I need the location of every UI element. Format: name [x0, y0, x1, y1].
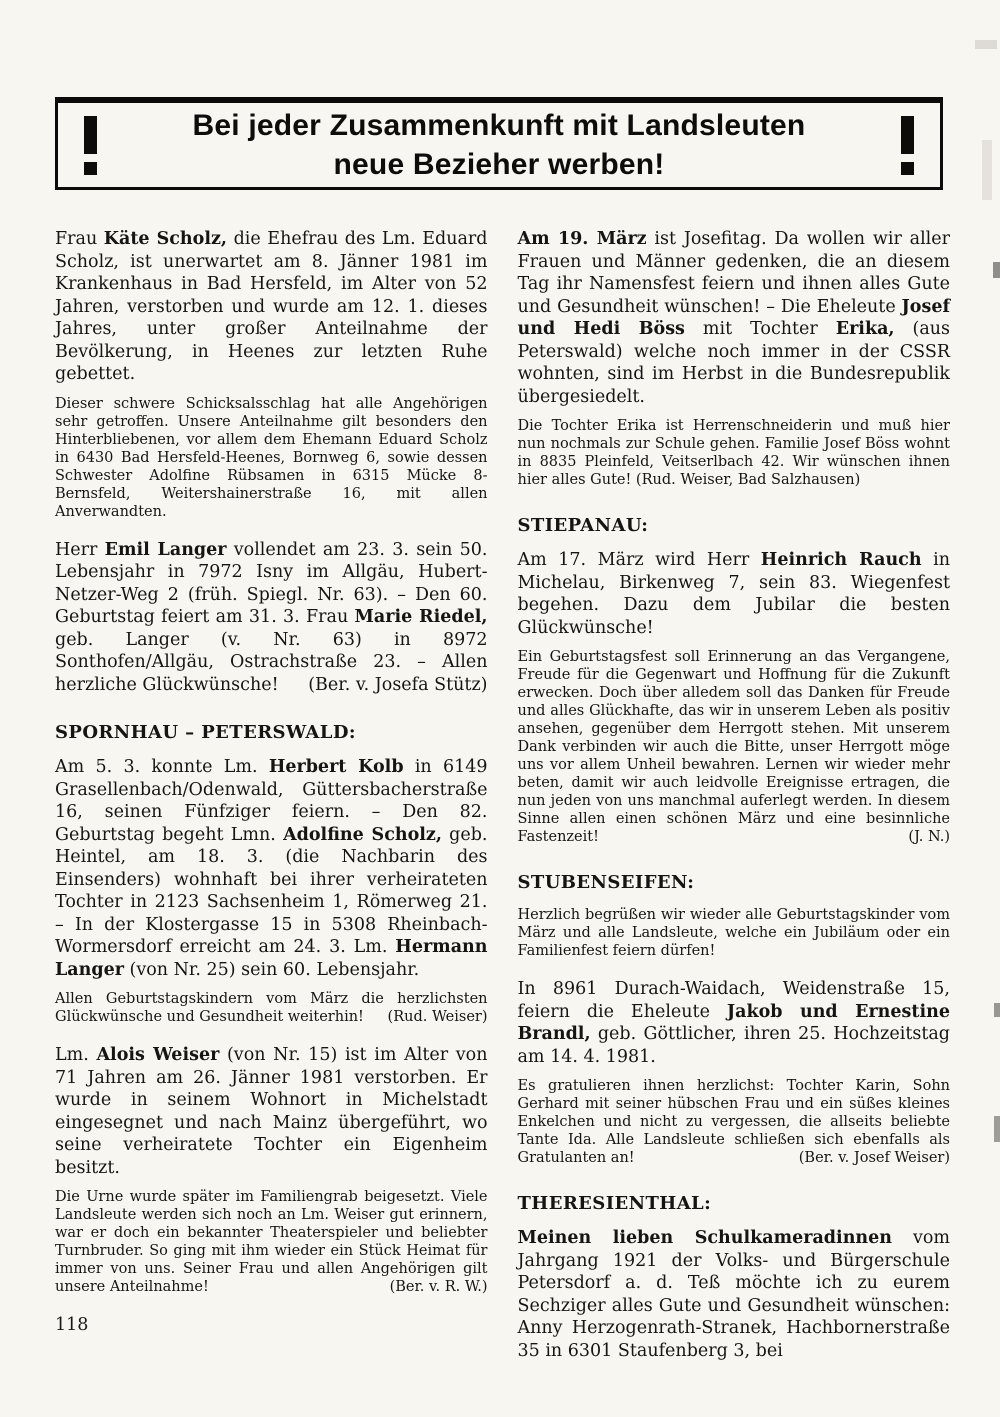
paragraph: Am 19. März ist Josefitag. Da wollen wir aller Frauen und Männer gedenken, die an diesem Tag ihr Namensfest feiern und ihnen alles Gute und Gesundheit wünschen! – Die Eheleute Josef und Hedi Böss mit Tochter Erika, (aus Peterswald) welche noch immer in der CSSR wohnten, sind im Herbst in die Bundesrepublik übergesiedelt. [517, 229, 951, 407]
paragraph-small: Es gratulieren ihnen herzlichst: Tochter Karin, Sohn Gerhard mit seiner hübschen Frau und ein süßes kleines Enkelchen und nicht zu vergessen, die allseits beliebte Tante Ida. Alle Landsleute schließen sich ebenfalls als Gratulanten an! (Ber. v. Josef Weiser) [517, 1078, 950, 1166]
section-heading: SPORNHAU – PETERSWALD: [55, 722, 356, 743]
paragraph-small: Die Urne wurde später im Familiengrab beigesetzt. Viele Landsleute werden sich noch an Lm. Weiser gut erinnern, war er doch ein bekannter Theaterspieler und beliebter Turnbruder. So ging mit ihm wieder ein Stück Heimat für immer von uns. Seiner Frau und allen Angehörigen gilt unsere Anteilnahme! (Ber. v. R. W.) [55, 1189, 488, 1295]
right-column [518, 228, 951, 1371]
banner-line1: Bei jeder Zusammenkunft mit Landsleuten [192, 109, 806, 142]
attribution: (J. N.) [908, 829, 950, 845]
section-heading: STIEPANAU: [517, 515, 649, 536]
paragraph-small: Dieser schwere Schicksalsschlag hat alle Angehörigen sehr getroffen. Unsere Anteilnahme gilt besonders den Hinterbliebenen, vor allem dem Ehemann Eduard Scholz in 6430 Bad Hersfeld-Heenes, Bornweg 6, sowie dessen Schwester Adolfine Rübsamen in 6315 Mücke 8-Bernsfeld, Weitershainerstraße 16, mit allen Anverwandten. [55, 395, 488, 520]
paragraph-small: Allen Geburtstagskindern vom März die herzlichsten Glückwünsche und Gesundheit weiterhin! (Rud. Weiser) [55, 991, 488, 1025]
exclamation-bar [84, 116, 97, 154]
attribution: (Ber. v. Josefa Stütz) [308, 674, 488, 695]
banner-line2: neue Bezieher werben! [333, 148, 665, 181]
attribution: (Rud. Weiser) [387, 1009, 488, 1025]
banner-text [123, 106, 875, 184]
section-heading: THERESIENTHAL: [517, 1193, 712, 1214]
exclamation-right-icon [901, 116, 914, 175]
paragraph: Frau Käte Scholz, die Ehefrau des Lm. Eduard Scholz, ist unerwartet am 8. Jänner 1981 im Krankenhaus in Bad Hersfeld, im Alter von 52 Jahren, verstorben und wurde am 12. 1. dieses Jahres, unter großer Anteilnahme der Bevölkerung, in Heenes zur letzten Ruhe gebettet. [55, 229, 488, 384]
left-column [55, 228, 488, 1371]
paragraph: Meinen lieben Schulkameradinnen vom Jahrgang 1921 der Volks- und Bürgerschule Petersdorf a. d. Teß möchte ich zu eurem Sechziger alles Gute und Gesundheit wünschen: Anny Herzogenrath-Stranek, Hachbornerstraße 35 in 6301 Staufenberg 3, bei [517, 1228, 950, 1361]
paragraph: Am 17. März wird Herr Heinrich Rauch in Michelau, Birkenweg 7, sein 83. Wiegenfest begehen. Dazu dem Jubilar die besten Glückwünsche! [517, 550, 950, 638]
section-heading: STUBENSEIFEN: [517, 872, 695, 893]
scan-artifact [982, 140, 992, 200]
paragraph-small: Die Tochter Erika ist Herrenschneiderin und muß hier nun nochmals zur Schule gehen. Familie Josef Böss wohnt in 8835 Pleinfeld, Veitserlbach 42. Wir wünschen ihnen hier alles Gute! (Rud. Weiser, Bad Salzhausen) [517, 418, 950, 488]
attribution: (Ber. v. R. W.) [389, 1279, 488, 1295]
scan-artifact [993, 262, 1000, 278]
page-number: 118 [55, 1315, 89, 1335]
article-content [55, 228, 950, 1371]
paragraph-small: Ein Geburtstagsfest soll Erinnerung an das Vergangene, Freude für die Gegenwart und Hoffnung für die Zukunft erwecken. Doch über alledem soll das Danken für Freude und alles Glückhafte, das wir in unserem Leben als positiv ansehen, gegenüber dem Herrgott stehen. Mit unserem Dank verbinden wir auch die Bitte, unser Herrgott möge uns vor allem Unheil bewahren. Lernen wir wieder mehr beten, damit wir auch leidvolle Ereignisse ertragen, die nun jeden von uns manchmal auferlegt werden. In diesem Sinne allen einen schönen März und eine besinnliche Fastenzeit! (J. N.) [517, 649, 950, 845]
banner [55, 97, 943, 190]
paragraph: Am 5. 3. konnte Lm. Herbert Kolb in 6149 Grasellenbach/Odenwald, Güttersbacherstraße 16, seinen Fünfziger feiern. – Den 82. Geburtstag begeht Lmn. Adolfine Scholz, geb. Heintel, am 18. 3. (die Nachbarin des Einsenders) wohnhaft bei ihrer verheirateten Tochter in 2123 Sachsenheim 1, Römerweg 21. – In der Klostergasse 15 in 5308 Rheinbach-Wormersdorf erreicht am 24. 3. Lm. Hermann Langer (von Nr. 25) sein 60. Lebensjahr. [55, 757, 488, 980]
paragraph: In 8961 Durach-Waidach, Weidenstraße 15, feiern die Eheleute Jakob und Ernestine Brandl, geb. Göttlicher, ihren 25. Hochzeitstag am 14. 4. 1981. [517, 979, 950, 1067]
exclamation-dot [84, 162, 97, 175]
paragraph: Lm. Alois Weiser (von Nr. 15) ist im Alter von 71 Jahren am 26. Jänner 1981 verstorben. Er wurde in seinem Wohnort in Michelstadt eingesegnet und nach Mainz übergeführt, wo seine verheiratete Tochter ein Eigenheim besitzt. [55, 1045, 488, 1178]
scan-artifact [994, 1116, 1000, 1142]
scan-artifact [994, 1003, 1000, 1017]
attribution: (Ber. v. Josef Weiser) [798, 1150, 950, 1166]
paragraph-small: Herzlich begrüßen wir wieder alle Geburtstagskinder vom März und alle Landsleute, welche ein Jubiläum oder ein Familienfest feiern dürfen! [517, 907, 950, 959]
exclamation-dot [901, 162, 914, 175]
paragraph: Herr Emil Langer vollendet am 23. 3. sein 50. Lebensjahr in 7972 Isny im Allgäu, Hubert-Netzer-Weg 2 (früh. Spiegl. Nr. 63). – Den 60. Geburtstag feiert am 31. 3. Frau Marie Riedel, geb. Langer (v. Nr. 63) in 8972 Sonthofen/Allgäu, Ostrachstraße 23. – Allen herzliche Glückwünsche! (Ber. v. Josefa Stütz) [55, 539, 488, 695]
exclamation-left-icon [84, 116, 97, 175]
exclamation-bar [901, 116, 914, 154]
scan-artifact [975, 40, 997, 49]
